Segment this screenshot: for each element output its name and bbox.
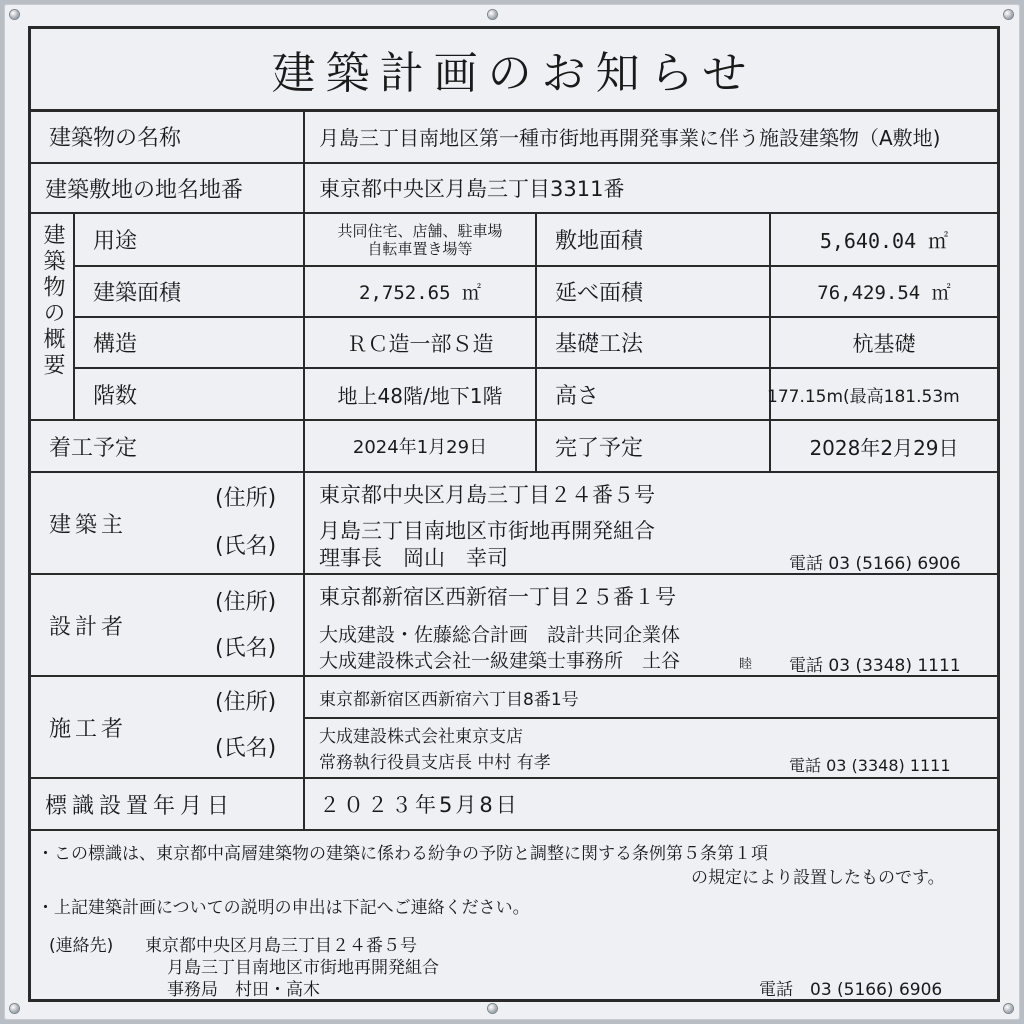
- use-value-line1: 共同住宅、店舗、駐車場: [337, 221, 503, 240]
- site-address-label: 建築敷地の地名地番: [45, 177, 244, 203]
- screw-icon: [10, 10, 19, 19]
- designer-name-line2: 大成建設株式会社一級建築士事務所 土谷: [319, 649, 681, 672]
- owner-phone: 電話 03 (5166) 6906: [789, 554, 961, 574]
- site-address-value: 東京都中央区月島三丁目3311番: [319, 177, 625, 201]
- site-area-label: 敷地面積: [555, 229, 644, 254]
- owner-name-line2: 理事長 岡山 幸司: [319, 546, 508, 570]
- completion-label: 完了予定: [555, 435, 644, 461]
- screw-icon: [488, 10, 497, 19]
- screw-icon: [10, 1004, 19, 1013]
- owner-address: 東京都中央区月島三丁目２４番５号: [319, 483, 655, 507]
- floors-value: 地上48階/地下1階: [337, 383, 503, 408]
- notice-frame: [28, 26, 1000, 1002]
- designer-name-line1: 大成建設・佐藤総合計画 設計共同企業体: [319, 623, 681, 646]
- structure-label: 構造: [93, 332, 138, 357]
- building-name-label: 建築物の名称: [49, 126, 182, 151]
- contractor-address: 東京都新宿区西新宿六丁目8番1号: [319, 689, 579, 710]
- note-line1: ・この標識は、東京都中高層建築物の建築に係わる紛争の予防と調整に関する条例第５条第１項: [37, 844, 768, 864]
- height-label: 高さ: [555, 383, 600, 409]
- contractor-label: 施工者: [49, 716, 128, 742]
- designer-address-label: (住所): [215, 589, 277, 615]
- designer-label: 設計者: [49, 614, 128, 640]
- contact-line1: 東京都中央区月島三丁目２４番５号: [145, 936, 417, 956]
- sign-date-label: 標識設置年月日: [45, 793, 235, 819]
- contact-line3: 事務局 村田・高木: [167, 980, 320, 1000]
- note-line3: ・上記建築計画についての説明の申出は下記へご連絡ください。: [37, 898, 530, 918]
- building-area-value: 2,752.65 ㎡: [359, 282, 481, 304]
- contractor-phone: 電話 03 (3348) 1111: [789, 756, 951, 775]
- screw-icon: [1004, 10, 1013, 19]
- contractor-name-line1: 大成建設株式会社東京支店: [319, 726, 523, 747]
- total-floor-area-label: 延べ面積: [555, 281, 644, 306]
- contact-phone: 電話 03 (5166) 6906: [759, 980, 943, 1000]
- structure-value: ＲＣ造一部Ｓ造: [346, 331, 494, 356]
- note-line2: の規定により設置したものです。: [691, 868, 945, 888]
- total-floor-area-value: 76,429.54 ㎡: [817, 282, 951, 304]
- use-value: [305, 214, 535, 265]
- contact-line2: 月島三丁目南地区市街地再開発組合: [167, 958, 439, 978]
- overview-label: [31, 223, 73, 407]
- designer-address: 東京都新宿区西新宿一丁目２５番１号: [319, 585, 676, 609]
- contact-label: (連絡先): [49, 936, 114, 956]
- screw-icon: [1004, 1004, 1013, 1013]
- owner-name-label: (氏名): [215, 533, 277, 559]
- foundation-value: 杭基礎: [852, 331, 916, 356]
- height-value: 177.15m(最高181.53m: [767, 386, 960, 407]
- start-value: 2024年1月29日: [352, 437, 488, 458]
- notice-title: 建築計画のお知らせ: [31, 29, 997, 112]
- building-area-label: 建築面積: [93, 281, 182, 306]
- use-value-line2: 自転車置き場等: [367, 239, 473, 258]
- designer-name-suffix: 睦: [739, 657, 753, 672]
- notice-board: [4, 4, 1020, 1020]
- contractor-name-label: (氏名): [215, 735, 277, 761]
- screw-icon: [488, 1004, 497, 1013]
- start-label: 着工予定: [49, 435, 138, 461]
- site-area-value: 5,640.04 ㎡: [819, 229, 949, 253]
- sign-date-value: ２０２３年5月8日: [319, 793, 520, 817]
- use-label: 用途: [93, 229, 138, 254]
- contractor-name-line2: 常務執行役員支店長 中村 有孝: [319, 752, 551, 773]
- owner-name-line1: 月島三丁目南地区市街地再開発組合: [319, 519, 655, 543]
- floors-label: 階数: [93, 383, 138, 409]
- building-name-value: 月島三丁目南地区第一種市街地再開発事業に伴う施設建築物（A敷地): [319, 126, 941, 150]
- foundation-label: 基礎工法: [555, 332, 644, 357]
- overview-label-text: 建築物の概要: [40, 223, 65, 379]
- owner-address-label: (住所): [215, 485, 277, 511]
- owner-label: 建築主: [49, 512, 128, 538]
- completion-value: 2028年2月29日: [809, 435, 959, 460]
- designer-name-label: (氏名): [215, 635, 277, 661]
- contractor-address-label: (住所): [215, 689, 277, 715]
- designer-phone: 電話 03 (3348) 1111: [789, 656, 961, 676]
